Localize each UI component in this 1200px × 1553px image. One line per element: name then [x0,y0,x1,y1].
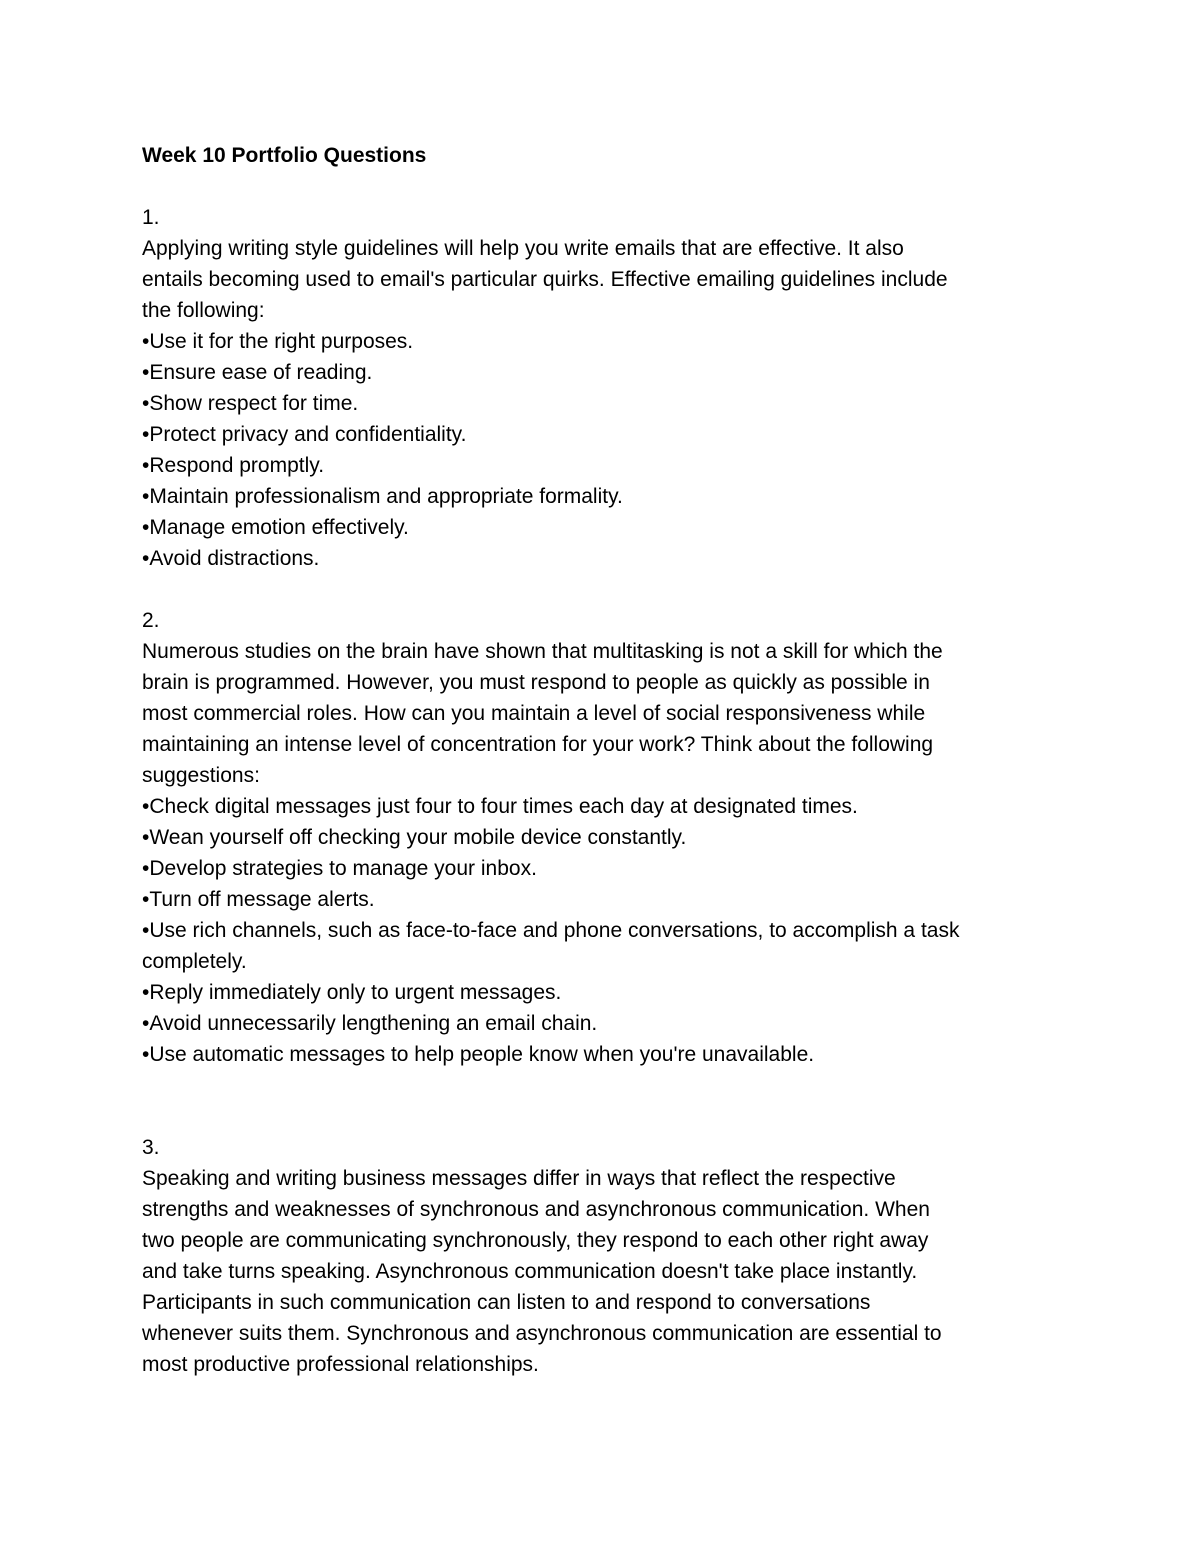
bullet-item: •Protect privacy and confidentiality. [142,423,467,446]
bullet-item: •Maintain professionalism and appropriate formality. [142,485,623,508]
paragraph-line: whenever suits them. Synchronous and asynchronous communication are essential to [142,1322,942,1345]
paragraph-line: entails becoming used to email's particular quirks. Effective emailing guidelines include [142,268,948,291]
paragraph-line: most commercial roles. How can you maintain a level of social responsiveness while [142,702,926,725]
document-title: Week 10 Portfolio Questions [142,144,427,167]
paragraph-line: Numerous studies on the brain have shown that multitasking is not a skill for which the [142,640,943,663]
paragraph-line: Applying writing style guidelines will help you write emails that are effective. It also [142,237,904,260]
spacer [142,574,1072,605]
question-section-2 [142,605,1072,1070]
paragraph-line: Participants in such communication can listen to and respond to conversations [142,1291,871,1314]
bullet-item: •Show respect for time. [142,392,359,415]
paragraph-line: brain is programmed. However, you must respond to people as quickly as possible in [142,671,930,694]
question-number: 1. [142,206,160,229]
paragraph-line: maintaining an intense level of concentration for your work? Think about the following [142,733,934,756]
paragraph-line: two people are communicating synchronously, they respond to each other right away [142,1229,929,1252]
bullet-item: •Ensure ease of reading. [142,361,373,384]
paragraph-line: the following: [142,299,265,322]
paragraph-line: Speaking and writing business messages differ in ways that reflect the respective [142,1167,896,1190]
document-body [142,140,1072,1380]
paragraph-line: strengths and weaknesses of synchronous and asynchronous communication. When [142,1198,930,1221]
question-section-1 [142,202,1072,574]
paragraph-line: suggestions: [142,764,260,787]
bullet-item: •Turn off message alerts. [142,888,375,911]
question-section-3 [142,1132,1072,1380]
bullet-item: •Use rich channels, such as face-to-face and phone conversations, to accomplish a task [142,919,960,942]
bullet-item: •Use it for the right purposes. [142,330,414,353]
spacer [142,171,1072,202]
bullet-item: •Reply immediately only to urgent messages. [142,981,562,1004]
bullet-item: •Wean yourself off checking your mobile device constantly. [142,826,687,849]
bullet-item: •Avoid unnecessarily lengthening an email chain. [142,1012,598,1035]
paragraph-line: most productive professional relationships. [142,1353,539,1376]
bullet-item: •Manage emotion effectively. [142,516,409,539]
paragraph-line: and take turns speaking. Asynchronous communication doesn't take place instantly. [142,1260,918,1283]
bullet-item: •Develop strategies to manage your inbox. [142,857,537,880]
spacer [142,1070,1072,1132]
bullet-item: •Avoid distractions. [142,547,320,570]
bullet-item: •Use automatic messages to help people know when you're unavailable. [142,1043,815,1066]
question-number: 2. [142,609,160,632]
bullet-item: •Check digital messages just four to four times each day at designated times. [142,795,858,818]
bullet-item-continuation: completely. [142,950,247,973]
question-number: 3. [142,1136,160,1159]
bullet-item: •Respond promptly. [142,454,325,477]
